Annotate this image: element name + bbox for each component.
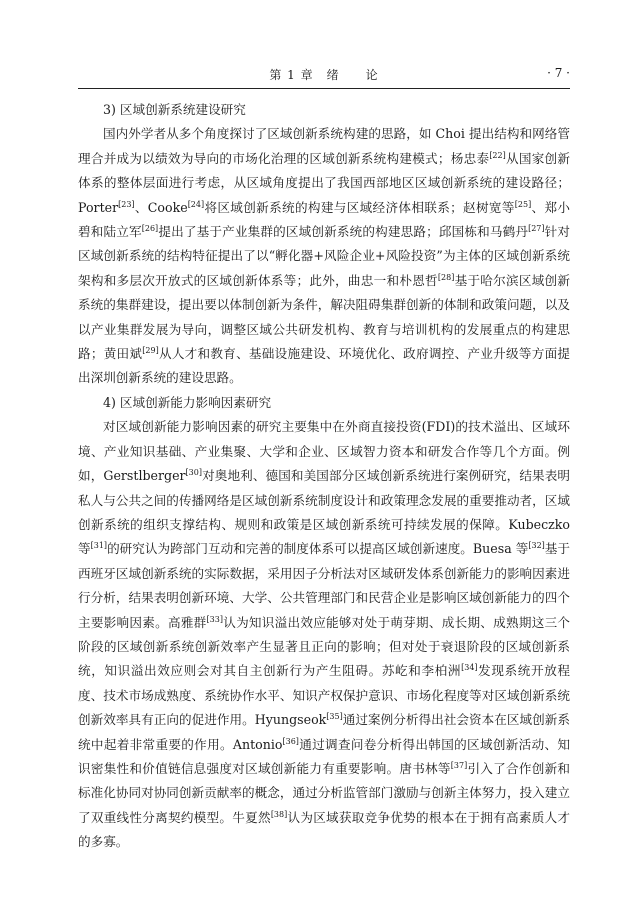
citation-ref: [37] <box>450 760 468 770</box>
paragraph-4 <box>78 415 570 854</box>
text-run: 对奥地利、德国和美国部分区域创新系统进行案例研究，结果表明私人与公共之间的传播网络是区域创新系统制度设计和政策理念发展的重要推动者，区域创新系统的组织支撑结构、规则和政策是区域创新系统可持续发展的保障。Kubeczko 等 <box>78 468 571 557</box>
text-run: 、Cooke <box>134 199 188 215</box>
citation-ref: [33] <box>206 614 223 624</box>
citation-ref: [26] <box>141 224 159 234</box>
citation-ref: [29] <box>142 346 159 356</box>
citation-ref: [36] <box>282 736 299 746</box>
citation-ref: [25] <box>514 199 532 209</box>
text-run: 从人才和教育、基础设施建设、环境优化、政府调控、产业升级等方面提出深圳创新系统的建设思路。 <box>78 346 571 386</box>
text-run: 认为区域获取竞争优势的根本在于拥有高素质人才的多寡。 <box>78 809 571 850</box>
citation-ref: [28] <box>437 272 455 282</box>
text-run: 将区域创新系统的构建与区域经济体相联系；赵树宽等 <box>204 199 515 215</box>
text-run: 的研究认为跨部门互动和完善的制度体系可以提高区域创新速度。Buesa 等 <box>107 541 529 557</box>
citation-ref: [30] <box>185 468 202 478</box>
text-run: 、郑小碧和陆立军 <box>78 199 571 240</box>
text-run: 发现系统开放程度、技术市场成熟度、系统协作水平、知识产权保护意识、市场化程度等对区域创新系统创新效率具有正向的促进作用。Hyungseok <box>78 663 571 728</box>
paragraph-3 <box>78 122 570 390</box>
page-number: · 7 · <box>547 66 570 80</box>
text-run: 针对区域创新系统的结构特征提出了以“孵化器+风险企业+风险投资”为主体的区域创新系统架构和多层次开放式的区域创新体系等；此外，曲忠一和朴恩哲 <box>78 224 570 288</box>
citation-ref: [32] <box>528 541 545 551</box>
citation-ref: [31] <box>90 541 108 551</box>
citation-ref: [23] <box>118 199 135 209</box>
chapter-title: 第 1 章 绪 论 <box>269 68 379 82</box>
citation-ref: [22] <box>489 150 506 160</box>
text-run: 基于西班牙区域创新系统的实际数据，采用因子分析法对区域研发体系创新能力的影响因素进行分析，结果表明创新环境、大学、公共管理部门和民营企业是影响区域创新能力的四个主要影响因素。高雅群 <box>78 541 571 630</box>
section-heading-4: 4) 区域创新能力影响因素研究 <box>103 394 272 410</box>
citation-ref: [38] <box>270 809 288 819</box>
text-run: 引入了合作创新和标准化协同对协同创新贡献率的概念，通过分析监管部门激励与创新主体努力，投入建立了双重线性分离契约模型。牛夏然 <box>78 760 571 825</box>
text-run: 对区域创新能力影响因素的研究主要集中在外商直接投资(FDI)的技术溢出、区域环境、产业知识基础、产业集聚、大学和企业、区域智力资本和研发合作等几个方面。例如，Gerstlberger <box>78 419 570 484</box>
citation-ref: [35] <box>326 712 343 722</box>
text-run: 通过案例分析得出社会资本在区域创新系统中起着非常重要的作用。Antonio <box>78 712 571 752</box>
citation-ref: [27] <box>528 224 545 234</box>
text-run: 提出了基于产业集群的区域创新系统的构建思路；邱国栋和马鹤丹 <box>158 224 529 240</box>
section-heading-3: 3) 区域创新系统建设研究 <box>103 102 246 117</box>
text-run: 基于哈尔滨区域创新系统的集群建设，提出要以体制创新为条件，解决阻碍集群创新的体制和政策问题，以及以产业集群发展为导向，调整区域公共研发机构、教育与培训机构的发展重点的构建思路；黄田斌 <box>78 272 571 362</box>
text-run: 国内外学者从多个角度探讨了区域创新系统构建的思路，如 Choi 提出结构和网络管理合并成为以绩效为导向的市场化治理的区域创新系统构建模式；杨忠泰 <box>78 126 570 166</box>
text-run: 从国家创新体系的整体层面进行考虑，从区域角度提出了我国西部地区区域创新系统的建设路径；Porter <box>78 150 571 215</box>
body-text <box>78 98 570 855</box>
citation-ref: [34] <box>461 663 478 673</box>
text-run: 认为知识溢出效应能够对处于萌芽期、成长期、成熟期这三个阶段的区域创新系统创新效率产生显著且正向的影响；但对处于衰退阶段的区域创新系统，知识溢出效应则会对其自主创新行为产生阻碍。苏屹和李柏洲 <box>78 614 571 679</box>
text-run: 通过调查问卷分析得出韩国的区域创新活动、知识密集性和价值链信息强度对区域创新能力有重要影响。唐书林等 <box>78 736 570 776</box>
citation-ref: [24] <box>187 199 205 209</box>
running-header <box>78 66 570 89</box>
